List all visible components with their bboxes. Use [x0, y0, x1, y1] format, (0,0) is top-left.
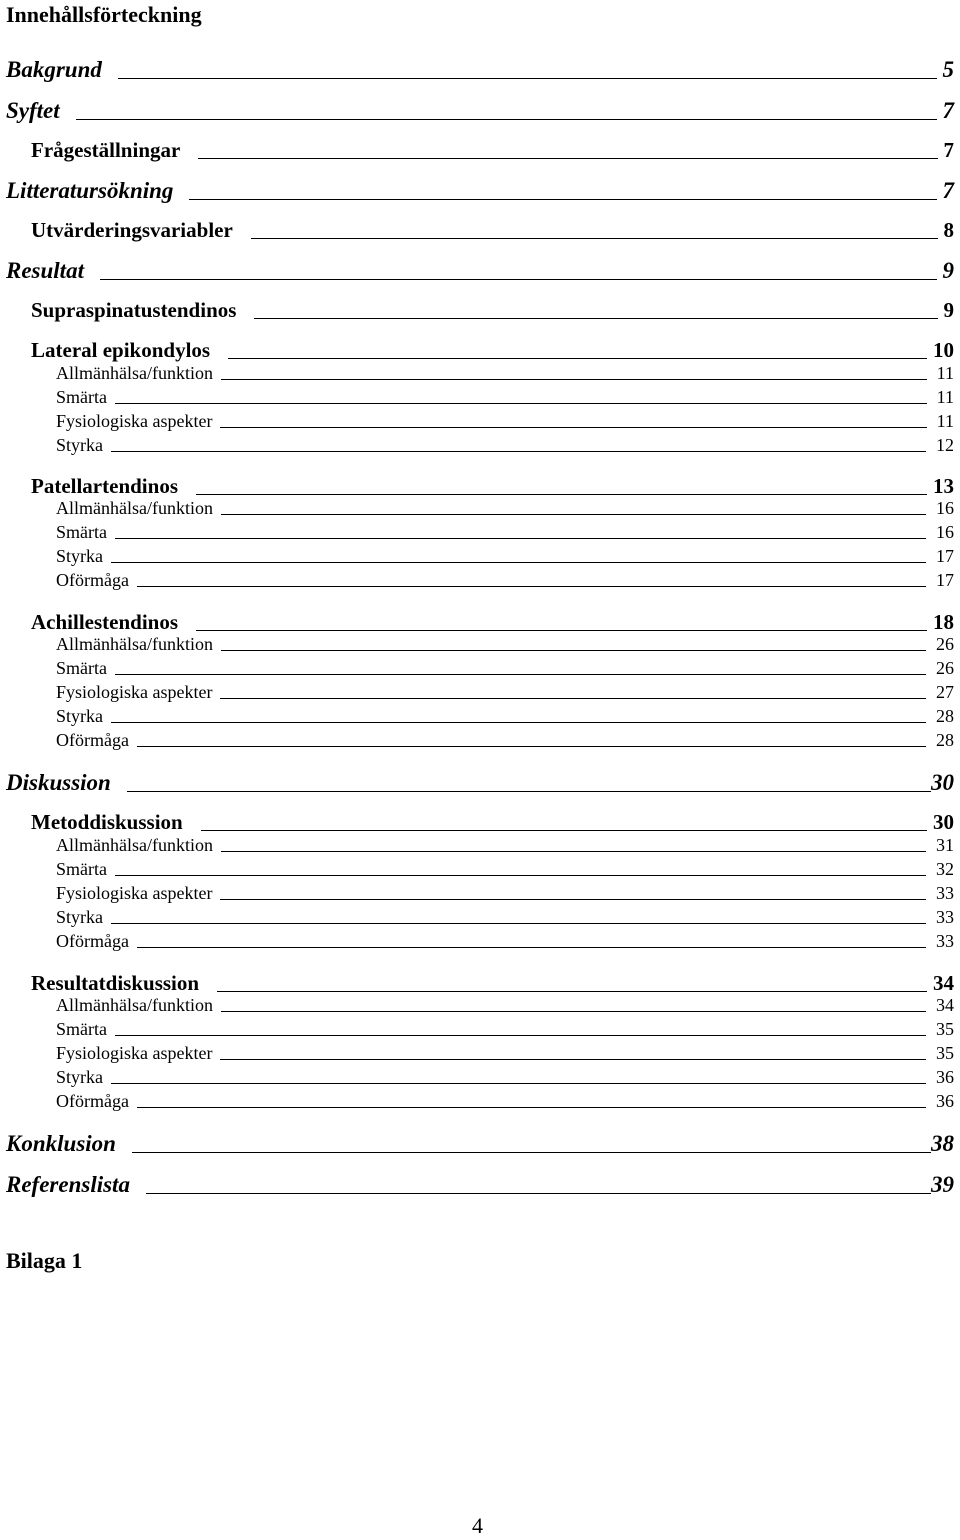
toc-leader-line [198, 158, 937, 159]
toc-entry[interactable] [31, 810, 954, 835]
toc-entry-title: Styrka [56, 435, 103, 455]
toc-entry-page: 8 [943, 218, 954, 242]
toc-entry-title: Fysiologiska aspekter [56, 411, 213, 431]
toc-entry-title: Allmänhälsa/funktion [56, 363, 213, 383]
toc-entry[interactable] [56, 498, 954, 519]
toc-leader-line [189, 199, 936, 200]
toc-entry[interactable] [31, 138, 954, 163]
toc-entry[interactable] [31, 474, 954, 499]
toc-leader-line [115, 403, 927, 404]
toc-entry-title: Oförmåga [56, 931, 129, 951]
toc-entry[interactable] [56, 883, 954, 904]
toc-leader-line [251, 238, 938, 239]
toc-entry[interactable] [6, 1131, 954, 1157]
toc-entry-page: 7 [943, 138, 954, 162]
toc-entry-title: Bakgrund [6, 57, 102, 82]
toc-entry-title: Metoddiskussion [31, 810, 183, 834]
toc-leader-line [221, 1011, 926, 1012]
toc-leader-line [220, 698, 926, 699]
toc-leader-line [196, 630, 927, 631]
toc-entry-page: 38 [931, 1131, 954, 1156]
toc-entry-page: 32 [936, 859, 954, 879]
appendix-label: Bilaga 1 [6, 1248, 83, 1273]
toc-entry-title: Supraspinatustendinos [31, 298, 237, 322]
page-title: Innehållsförteckning [6, 2, 202, 27]
toc-entry-title: Allmänhälsa/funktion [56, 498, 213, 518]
toc-entry-page: 28 [936, 706, 954, 726]
toc-leader-line [111, 1083, 926, 1084]
toc-entry-page: 35 [936, 1043, 954, 1063]
toc-entry[interactable] [56, 907, 954, 928]
toc-entry[interactable] [56, 387, 954, 408]
toc-entry-page: 35 [936, 1019, 954, 1039]
toc-entry-page: 9 [942, 258, 954, 283]
toc-entry[interactable] [31, 338, 954, 363]
toc-entry[interactable] [56, 931, 954, 952]
toc-entry-title: Syftet [6, 98, 60, 123]
toc-leader-line [137, 947, 926, 948]
toc-leader-line [221, 514, 926, 515]
toc-leader-line [115, 1035, 926, 1036]
toc-entry-page: 13 [933, 474, 954, 498]
toc-entry-title: Oförmåga [56, 570, 129, 590]
toc-entry[interactable] [56, 1091, 954, 1112]
toc-entry-page: 18 [933, 610, 954, 634]
toc-leader-line [146, 1193, 931, 1194]
toc-leader-line [221, 851, 926, 852]
toc-entry[interactable] [56, 835, 954, 856]
toc-entry[interactable] [56, 363, 954, 384]
toc-leader-line [220, 1059, 926, 1060]
toc-entry[interactable] [31, 218, 954, 243]
toc-entry-title: Resultatdiskussion [31, 971, 200, 995]
toc-leader-line [115, 674, 926, 675]
toc-entry-title: Konklusion [6, 1131, 116, 1156]
toc-entry-page: 9 [943, 298, 954, 322]
toc-entry-page: 30 [931, 770, 954, 795]
toc-entry-title: Allmänhälsa/funktion [56, 995, 213, 1015]
toc-entry-title: Styrka [56, 546, 103, 566]
toc-leader-line [111, 562, 926, 563]
toc-entry[interactable] [56, 1043, 954, 1064]
toc-entry[interactable] [56, 706, 954, 727]
toc-entry-page: 39 [931, 1172, 954, 1197]
toc-leader-line [137, 1107, 926, 1108]
toc-entry-page: 12 [936, 435, 954, 455]
toc-leader-line [228, 358, 927, 359]
toc-entry-page: 31 [936, 835, 954, 855]
toc-entry-page: 7 [942, 178, 954, 203]
toc-leader-line [220, 427, 926, 428]
toc-entry-page: 33 [936, 883, 954, 903]
toc-entry-title: Patellartendinos [31, 474, 178, 498]
toc-entry-title: Achillestendinos [31, 610, 179, 634]
toc-entry-page: 36 [936, 1067, 954, 1087]
toc-entry-page: 28 [936, 730, 954, 750]
toc-entry[interactable] [6, 258, 954, 284]
toc-entry-title: Fysiologiska aspekter [56, 883, 213, 903]
toc-entry-title: Referenslista [6, 1172, 130, 1197]
toc-entry[interactable] [56, 435, 954, 456]
toc-entry-title: Smärta [56, 522, 107, 542]
toc-entry[interactable] [56, 634, 954, 655]
toc-entry[interactable] [56, 546, 954, 567]
toc-entry-title: Resultat [6, 258, 84, 283]
page-number: 4 [472, 1513, 483, 1538]
toc-entry-page: 33 [936, 907, 954, 927]
toc-entry-page: 27 [936, 682, 954, 702]
toc-leader-line [100, 279, 937, 280]
toc-entry-page: 34 [933, 971, 954, 995]
toc-leader-line [221, 379, 927, 380]
toc-entry-title: Smärta [56, 859, 107, 879]
toc-entry-page: 7 [942, 98, 954, 123]
toc-entry-page: 34 [936, 995, 954, 1015]
toc-entry-page: 16 [936, 522, 954, 542]
toc-entry-title: Fysiologiska aspekter [56, 682, 213, 702]
toc-entry-page: 30 [933, 810, 954, 834]
toc-leader-line [217, 991, 927, 992]
toc-entry-title: Smärta [56, 1019, 107, 1039]
toc-entry-page: 10 [933, 338, 954, 362]
toc-leader-line [111, 451, 926, 452]
toc-entry[interactable] [56, 411, 954, 432]
toc-leader-line [221, 650, 926, 651]
toc-entry-title: Utvärderingsvariabler [31, 218, 233, 242]
toc-leader-line [137, 746, 926, 747]
toc-entry[interactable] [56, 522, 954, 543]
toc-leader-line [111, 923, 926, 924]
toc-entry-page: 11 [936, 411, 954, 431]
toc-leader-line [220, 899, 926, 900]
toc-entry[interactable] [56, 730, 954, 751]
toc-leader-line [254, 318, 937, 319]
toc-entry[interactable] [6, 178, 954, 204]
toc-entry-title: Frågeställningar [31, 138, 181, 162]
toc-entry[interactable] [31, 610, 954, 635]
toc-leader-line [201, 830, 927, 831]
toc-entry-title: Fysiologiska aspekter [56, 1043, 213, 1063]
toc-entry[interactable] [56, 995, 954, 1016]
toc-entry-title: Styrka [56, 1067, 103, 1087]
toc-entry-title: Diskussion [6, 770, 111, 795]
toc-leader-line [127, 791, 931, 792]
toc-entry-page: 17 [936, 546, 954, 566]
toc-entry[interactable] [6, 57, 954, 83]
toc-entry-page: 26 [936, 634, 954, 654]
toc-entry-page: 36 [936, 1091, 954, 1111]
toc-entry[interactable] [56, 658, 954, 679]
toc-entry-title: Smärta [56, 658, 107, 678]
toc-entry[interactable] [31, 971, 954, 996]
toc-leader-line [111, 722, 926, 723]
toc-leader-line [132, 1152, 931, 1153]
toc-entry-title: Lateral epikondylos [31, 338, 211, 362]
toc-entry-title: Oförmåga [56, 1091, 129, 1111]
toc-entry-title: Styrka [56, 706, 103, 726]
toc-entry-page: 16 [936, 498, 954, 518]
toc-leader-line [76, 119, 937, 120]
toc-entry-page: 11 [936, 387, 954, 407]
toc-entry-title: Allmänhälsa/funktion [56, 835, 213, 855]
toc-entry-title: Styrka [56, 907, 103, 927]
toc-leader-line [118, 78, 937, 79]
toc-entry-page: 11 [936, 363, 954, 383]
toc-entry-page: 33 [936, 931, 954, 951]
toc-entry-page: 26 [936, 658, 954, 678]
toc-entry-title: Allmänhälsa/funktion [56, 634, 213, 654]
toc-leader-line [196, 494, 927, 495]
toc-entry-page: 5 [942, 57, 954, 82]
toc-entry-page: 17 [936, 570, 954, 590]
toc-leader-line [115, 538, 926, 539]
toc-entry[interactable] [6, 1172, 954, 1198]
toc-entry-title: Oförmåga [56, 730, 129, 750]
toc-entry[interactable] [6, 770, 954, 796]
toc-entry[interactable] [56, 570, 954, 591]
toc-entry[interactable] [56, 1019, 954, 1040]
toc-leader-line [115, 875, 926, 876]
toc-entry[interactable] [56, 1067, 954, 1088]
toc-entry[interactable] [56, 859, 954, 880]
toc-entry-title: Smärta [56, 387, 107, 407]
toc-entry[interactable] [6, 98, 954, 124]
toc-leader-line [137, 586, 926, 587]
toc-entry-title: Litteratursökning [6, 178, 174, 203]
toc-entry[interactable] [31, 298, 954, 323]
toc-entry[interactable] [56, 682, 954, 703]
